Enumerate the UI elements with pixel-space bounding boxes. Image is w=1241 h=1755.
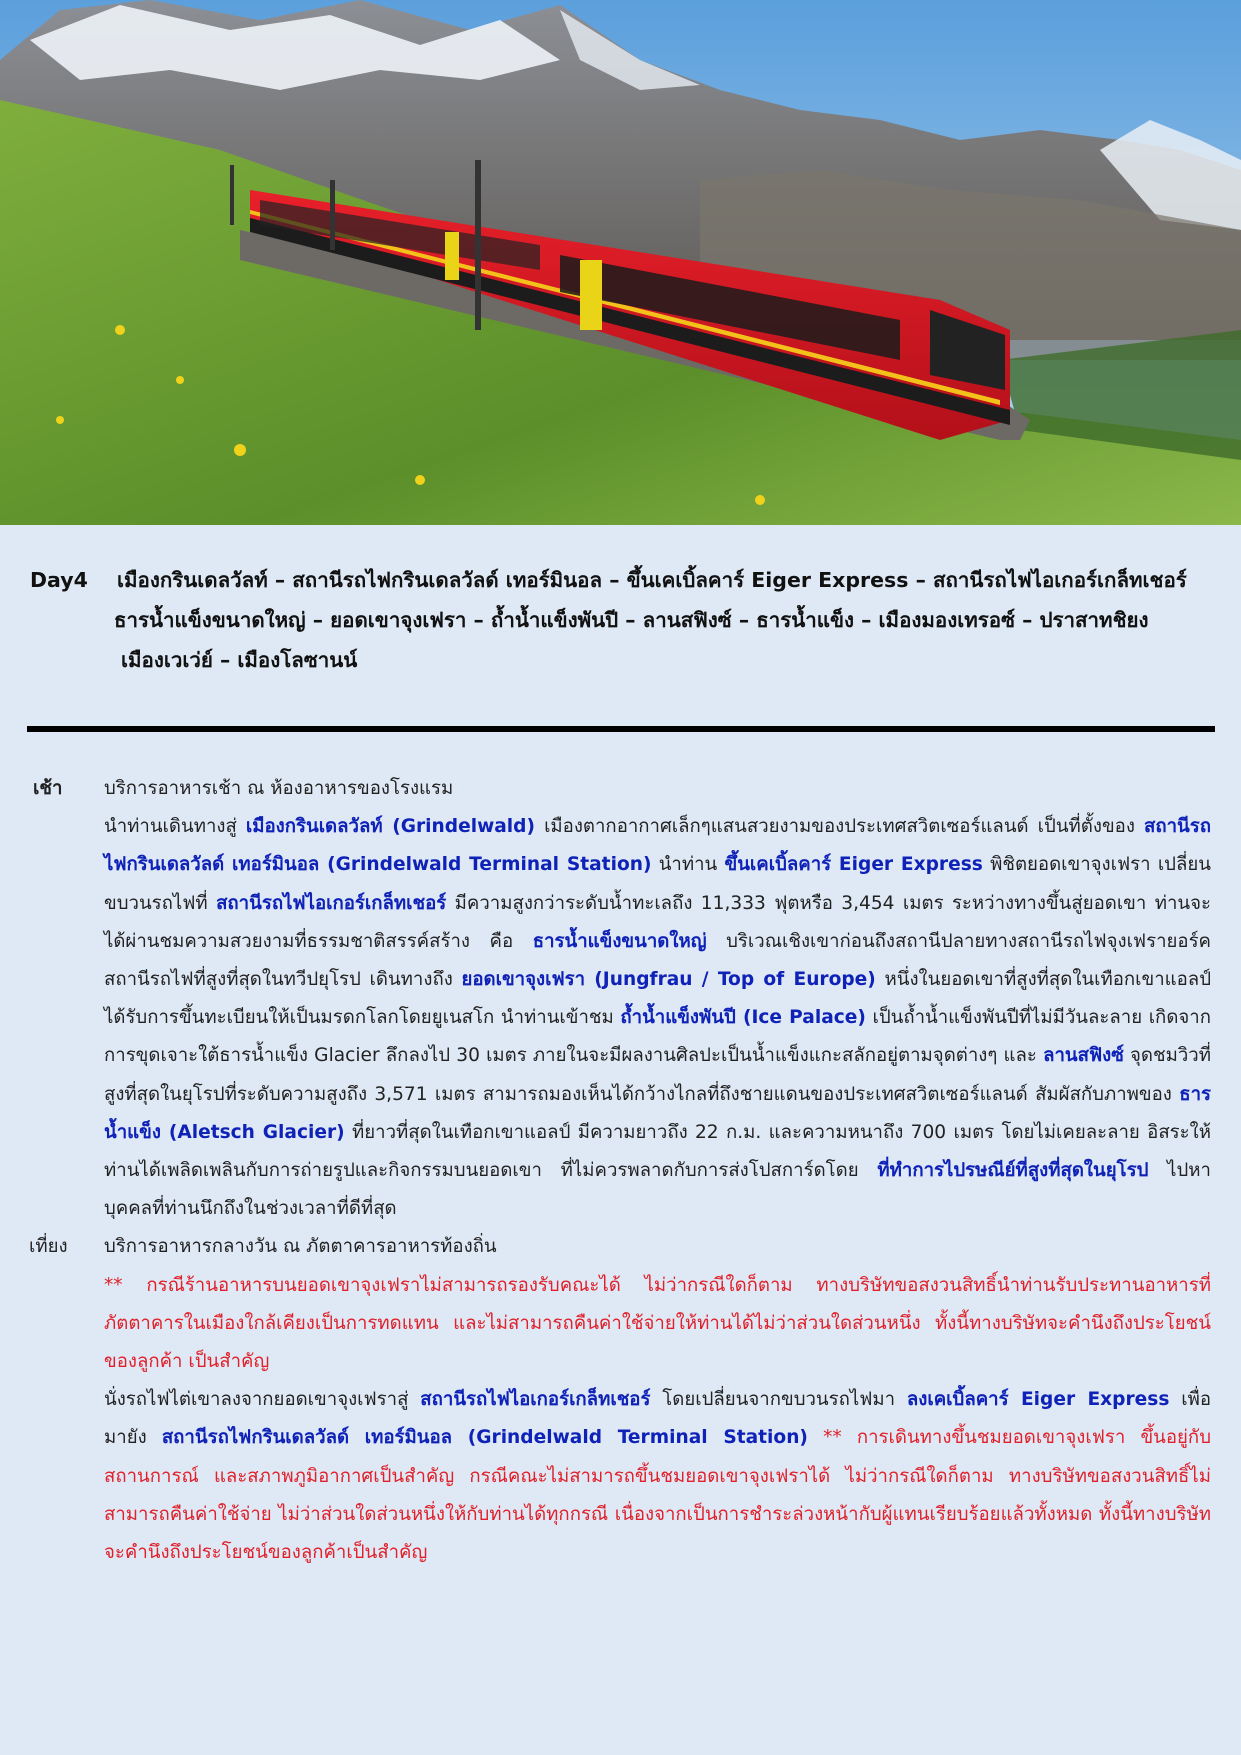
breakfast-text: บริการอาหารเช้า ณ ห้องอาหารของโรงแรม: [104, 778, 454, 799]
highlight-post-office: ที่ทำการไปรษณีย์ที่สูงที่สุดในยุโรป: [877, 1160, 1149, 1182]
text-segment: นำท่าน: [651, 854, 725, 876]
highlight-terminal-station: สถานีรถไฟกรินเดลวัลด์ เทอร์มินอล (Grindelwald Terminal Station): [104, 816, 1211, 876]
text-segment: นำท่านเดินทางสู่: [104, 816, 246, 838]
header-line-1: [30, 560, 1220, 600]
highlight-terminal-station-return: สถานีรถไฟกรินเดลวัลด์ เทอร์มินอล (Grindelwald Terminal Station): [161, 1427, 808, 1449]
morning-paragraph: [0, 808, 1241, 1228]
text-segment: นั่งรถไฟไต่เขาลงจากยอดเขาจุงเฟราสู่: [104, 1389, 421, 1411]
restaurant-warning: ** กรณีร้านอาหารบนยอดเขาจุงเฟราไม่สามารถรองรับคณะได้ ไม่ว่ากรณีใดก็ตาม ทางบริษัทขอสงวนสิทธิ์นำท่านรับประทานอาหารที่ภัตตาคารในเมืองใกล้เคียงเป็นการทดแทน และไม่สามารถคืนค่าใช้จ่ายให้ท่านได้ไม่ว่าส่วนใดส่วนหนึ่ง ทั้งนี้ทางบริษัทจะคำนึงถึงประโยชน์ของลูกค้า เป็นสำคัญ: [104, 1274, 1211, 1373]
highlight-sphinx: ลานสฟิงซ์: [1043, 1045, 1124, 1067]
text-segment: หนึ่งในยอดเขาที่สูงที่สุดในเทือกเขาแอลป์ ได้รับการขึ้นทะเบียนให้เป็นมรดกโลกโดยยูเนสโก นำท่านเข้าชม: [104, 969, 1212, 1029]
text-segment: พิชิตยอดเขาจุงเฟรา เปลี่ยนขบวนรถไฟที่: [104, 854, 1211, 914]
text-segment: โดยเปลี่ยนจากขบวนรถไฟมา: [650, 1389, 907, 1411]
highlight-glacier: ธารน้ำแข็งขนาดใหญ่: [532, 930, 707, 952]
route-line-2: ธารน้ำแข็งขนาดใหญ่ – ยอดเขาจุงเฟรา – ถ้ำน้ำแข็งพันปี – ลานสฟิงซ์ – ธารน้ำแข็ง – เมืองมองเทรอซ์ – ปราสาทชิยง: [114, 608, 1149, 632]
highlight-aletsch: ธารน้ำแข็ง (Aletsch Glacier): [104, 1083, 1211, 1143]
text-segment: เมืองตากอากาศเล็กๆแสนสวยงามของประเทศสวิตเซอร์แลนด์ เป็นที่ตั้งของ: [535, 816, 1144, 838]
afternoon-paragraph: [0, 1267, 1241, 1573]
route-line-1: เมืองกรินเดลวัลท์ – สถานีรถไฟกรินเดลวัลด์ เทอร์มินอล – ขึ้นเคเบิ้ลคาร์ Eiger Express – สถานีรถไฟไอเกอร์เกล็ทเชอร์: [117, 568, 1187, 592]
highlight-eigergletscher: สถานีรถไฟไอเกอร์เกล็ทเชอร์: [216, 892, 447, 914]
highlight-grindelwald: เมืองกรินเดลวัลท์ (Grindelwald): [245, 816, 535, 838]
text-segment: ไปหาบุคคลที่ท่านนึกถึงในช่วงเวลาที่ดีที่สุด: [104, 1160, 1211, 1220]
breakfast-row: [0, 770, 1241, 808]
hero-image: [0, 0, 1241, 525]
lunch-row: [0, 1228, 1241, 1266]
divider: [27, 726, 1215, 732]
text-segment: บริเวณเชิงเขาก่อนถึงสถานีปลายทางสถานีรถไฟจุงเฟรายอร์ค สถานีรถไฟที่สูงที่สุดในทวีปยุโรป เดินทางถึง: [104, 930, 1211, 991]
text-segment: เป็นถ้ำน้ำแข็งพันปีที่ไม่มีวันละลาย เกิดจากการขุดเจาะใต้ธารน้ำแข็ง Glacier ลึกลงไป 30 เมตร ภายในจะมีผลงานศิลปะเป็นน้ำแข็งแกะสลักอยู่ตามจุดต่างๆ และ: [104, 1007, 1211, 1067]
day-label: Day4: [30, 568, 88, 592]
highlight-eiger-express: ขึ้นเคเบิ้ลคาร์ Eiger Express: [724, 854, 983, 876]
highlight-eigergletscher-return: สถานีรถไฟไอเกอร์เกล็ทเชอร์: [420, 1389, 651, 1411]
highlight-jungfrau: ยอดเขาจุงเฟรา (Jungfrau / Top of Europe): [461, 969, 876, 991]
itinerary-body: [0, 770, 1241, 1572]
text-segment: เพื่อมายัง: [104, 1389, 1211, 1449]
text-segment: ที่ยาวที่สุดในเทือกเขาแอลป์ มีความยาวถึง 22 ก.ม. และความหนาถึง 700 เมตร โดยไม่เคยละลาย อิสระให้ท่านได้เพลิดเพลินกับการถ่ายรูปและกิจกรรมบนยอดเขา ที่ไม่ควรพลาดกับการส่งโปสการ์ดโดย: [104, 1121, 1211, 1182]
weather-warning: ** การเดินทางขึ้นชมยอดเขาจุงเฟรา ขึ้นอยู่กับสถานการณ์ และสภาพภูมิอากาศเป็นสำคัญ กรณีคณะไม่สามารถขึ้นชมยอดเขาจุงเฟราได้ ไม่ว่ากรณีใดก็ตาม ทางบริษัทขอสงวนสิทธิ์ไม่สามารถคืนค่าใช้จ่าย ไม่ว่าส่วนใดส่วนหนึ่งให้กับท่านได้ทุกกรณี เนื่องจากเป็นการชำระล่วงหน้ากับผู้แทนเรียบร้อยแล้วทั้งหมด ทั้งนี้ทางบริษัทจะคำนึงถึงประโยชน์ของลูกค้าเป็นสำคัญ: [104, 1427, 1211, 1564]
highlight-eiger-express-down: ลงเคเบิ้ลคาร์ Eiger Express: [906, 1389, 1170, 1411]
day-header: [30, 560, 1220, 680]
lunch-label: เที่ยง: [29, 1236, 68, 1258]
highlight-ice-palace: ถ้ำน้ำแข็งพันปี (Ice Palace): [620, 1007, 866, 1029]
lunch-text: บริการอาหารกลางวัน ณ ภัตตาคารอาหารท้องถิ่น: [104, 1236, 497, 1258]
text-segment: มีความสูงกว่าระดับน้ำทะเลถึง 11,333 ฟุตหรือ 3,454 เมตร ระหว่างทางขึ้นสู่ยอดเขา ท่านจะได้ผ่านชมความสวยงามที่ธรรมชาติสรรค์สร้าง คือ: [104, 892, 1212, 952]
text-segment: จุดชมวิวที่สูงที่สุดในยุโรปที่ระดับความสูงถึง 3,571 เมตร สามารถมองเห็นได้กว้างไกลที่ถึงชายแดนของประเทศสวิตเซอร์แลนด์ สัมผัสกับภาพของ: [104, 1045, 1212, 1105]
route-line-3: เมืองเวเว่ย์ – เมืองโลซานน์: [121, 648, 358, 672]
breakfast-label: เช้า: [33, 778, 63, 799]
